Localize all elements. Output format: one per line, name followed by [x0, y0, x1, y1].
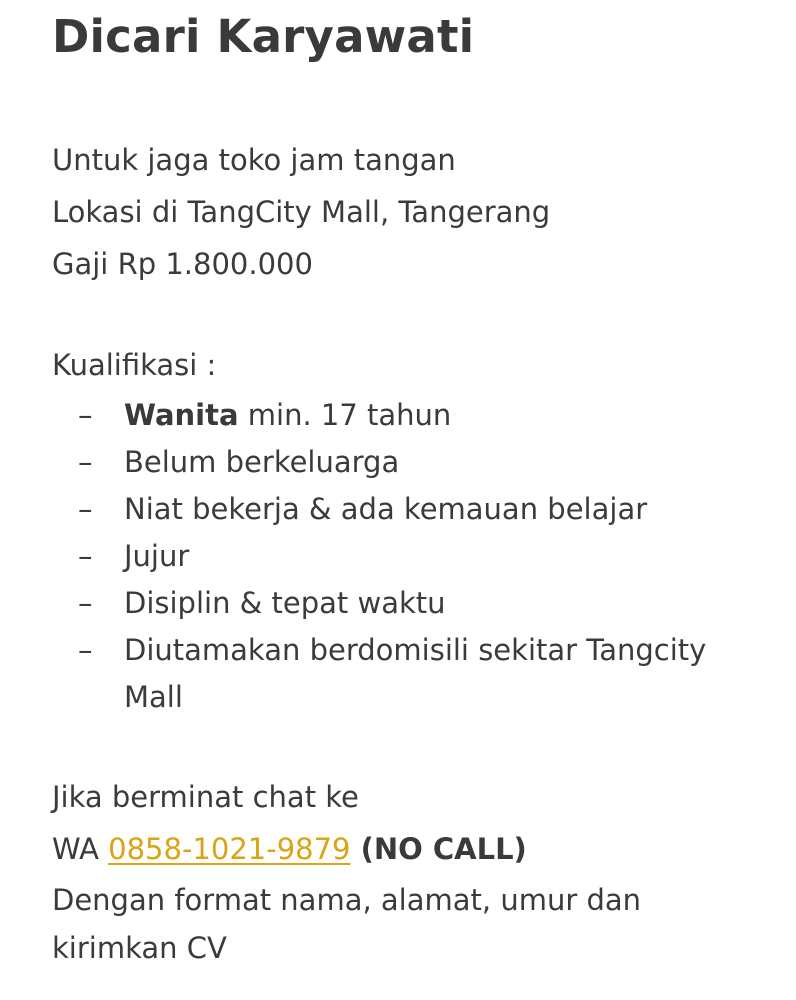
- bullet-dash: –: [78, 539, 93, 573]
- qualification-gender: Wanita: [124, 398, 239, 432]
- contact-format-line: Dengan format nama, alamat, umur dan: [52, 883, 642, 917]
- qualification-text: Niat bekerja & ada kemauan belajar: [124, 492, 648, 526]
- page-title: Dicari Karyawati: [52, 10, 475, 63]
- phone-number-link[interactable]: 0858-1021-9879: [108, 832, 351, 866]
- list-item: [78, 580, 758, 627]
- list-item: [78, 627, 758, 721]
- qualifications-heading: Kualifikasi :: [52, 348, 217, 382]
- wa-prefix: WA: [52, 832, 109, 866]
- contact-whatsapp-line: [52, 829, 527, 869]
- contact-cv-line: kirimkan CV: [52, 931, 227, 965]
- no-call-note: (NO CALL): [350, 832, 527, 866]
- list-item: [78, 439, 758, 486]
- intro-line-salary: Gaji Rp 1.800.000: [52, 247, 313, 281]
- bullet-dash: –: [78, 633, 93, 667]
- list-item: [78, 486, 758, 533]
- qualification-text: Diutamakan berdomisili sekitar Tangcity Mall: [124, 633, 707, 714]
- qualifications-list: [78, 392, 758, 721]
- list-item: [78, 533, 758, 580]
- bullet-dash: –: [78, 398, 93, 432]
- bullet-dash: –: [78, 492, 93, 526]
- contact-intro: Jika berminat chat ke: [52, 780, 359, 814]
- qualification-age: min. 17 tahun: [238, 398, 452, 432]
- intro-line-location: Lokasi di TangCity Mall, Tangerang: [52, 195, 551, 229]
- list-item: [78, 392, 758, 439]
- bullet-dash: –: [78, 586, 93, 620]
- intro-line-job: Untuk jaga toko jam tangan: [52, 143, 456, 177]
- bullet-dash: –: [78, 445, 93, 479]
- qualification-text: Belum berkeluarga: [124, 445, 400, 479]
- qualification-text: Disiplin & tepat waktu: [124, 586, 446, 620]
- qualification-text: Jujur: [124, 539, 190, 573]
